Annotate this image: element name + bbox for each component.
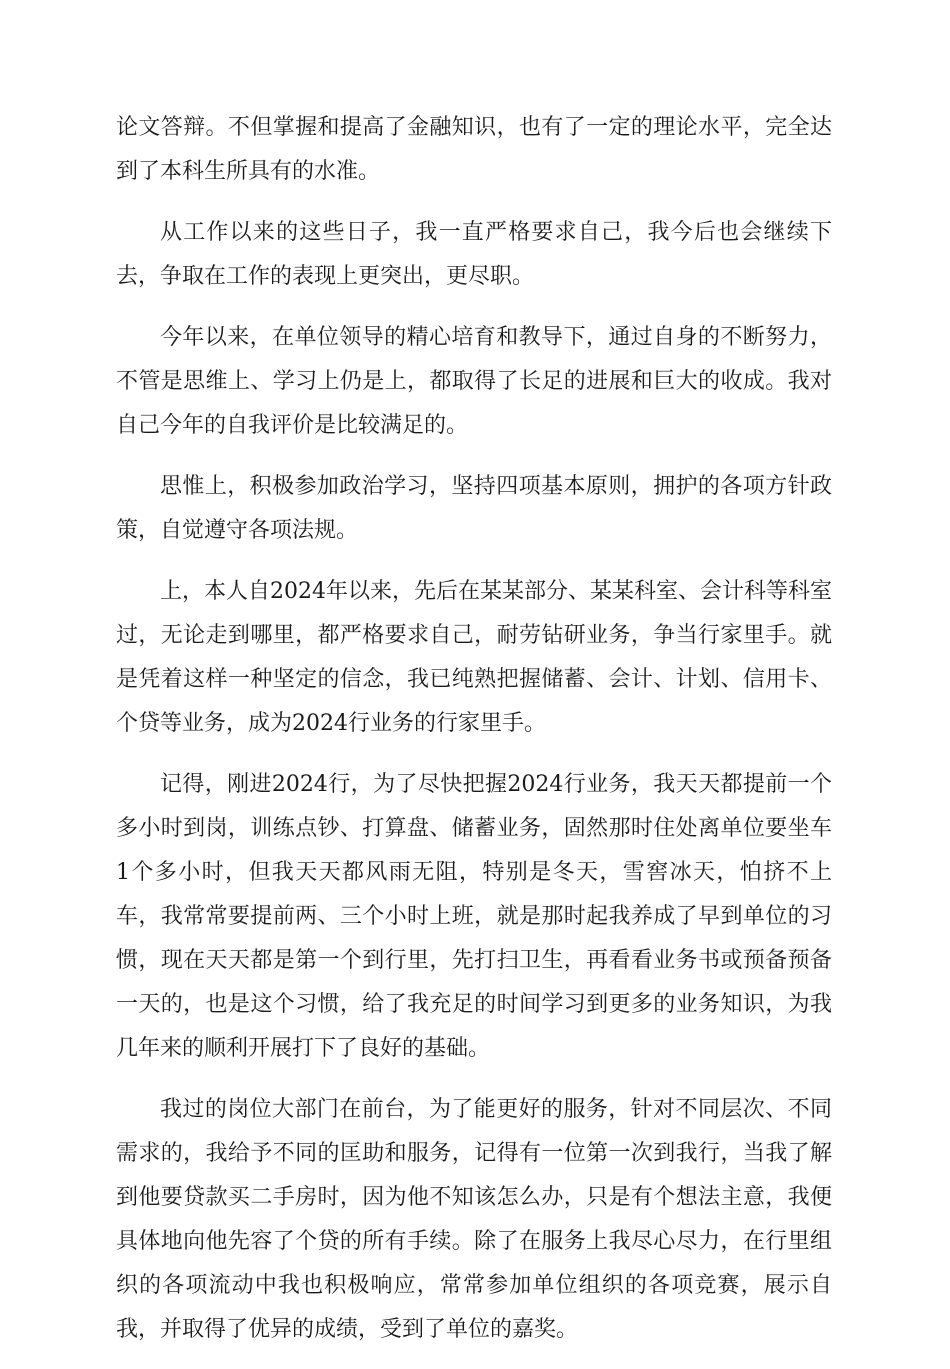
paragraph-3: 今年以来，在单位领导的精心培育和教导下，通过自身的不断努力，不管是思维上、学习上仍是上，都取得了长足的进展和巨大的收成。我对自己今年的自我评价是比较满足的。 bbox=[116, 325, 832, 438]
paragraph-5: 上，本人自2024年以来，先后在某某部分、某某科室、会计科等科室过，无论走到哪里，都严格要求自己，耐劳钻研业务，争当行家里手。就是凭着这样一种坚定的信念，我已纯熟把握储蓄、会计、计划、信用卡、个贷等业务，成为2024行业务的行家里手。 bbox=[116, 579, 832, 736]
paragraph-6: 记得，刚进2024行，为了尽快把握2024行业务，我天天都提前一个多小时到岗，训练点钞、打算盘、储蓄业务，固然那时住处离单位要坐车1个多小时，但我天天都风雨无阻，特别是冬天，雪窖冰天，怕挤不上车，我常常要提前两、三个小时上班，就是那时起我养成了早到单位的习惯，现在天天都是第一个到行里，先打扫卫生，再看看业务书或预备预备一天的，也是这个习惯，给了我充足的时间学习到更多的业务知识，为我几年来的顺利开展打下了良好的基础。 bbox=[116, 772, 832, 1061]
paragraph-2: 从工作以来的这些日子，我一直严格要求自己，我今后也会继续下去，争取在工作的表现上更突出，更尽职。 bbox=[116, 220, 832, 289]
document-body bbox=[116, 106, 832, 1369]
paragraph-1: 论文答辩。不但掌握和提高了金融知识，也有了一定的理论水平，完全达到了本科生所具有的水准。 bbox=[116, 115, 832, 184]
paragraph-4: 思惟上，积极参加政治学习，坚持四项基本原则，拥护的各项方针政策，自觉遵守各项法规。 bbox=[116, 474, 832, 543]
paragraph-7: 我过的岗位大部门在前台，为了能更好的服务，针对不同层次、不同需求的，我给予不同的匡助和服务，记得有一位第一次到我行，当我了解到他要贷款买二手房时，因为他不知该怎么办，只是有个想法主意，我便具体地向他先容了个贷的所有手续。除了在服务上我尽心尽力，在行里组织的各项流动中我也积极响应，常常参加单位组织的各项竞赛，展示自我，并取得了优异的成绩，受到了单位的嘉奖。 bbox=[116, 1097, 832, 1342]
